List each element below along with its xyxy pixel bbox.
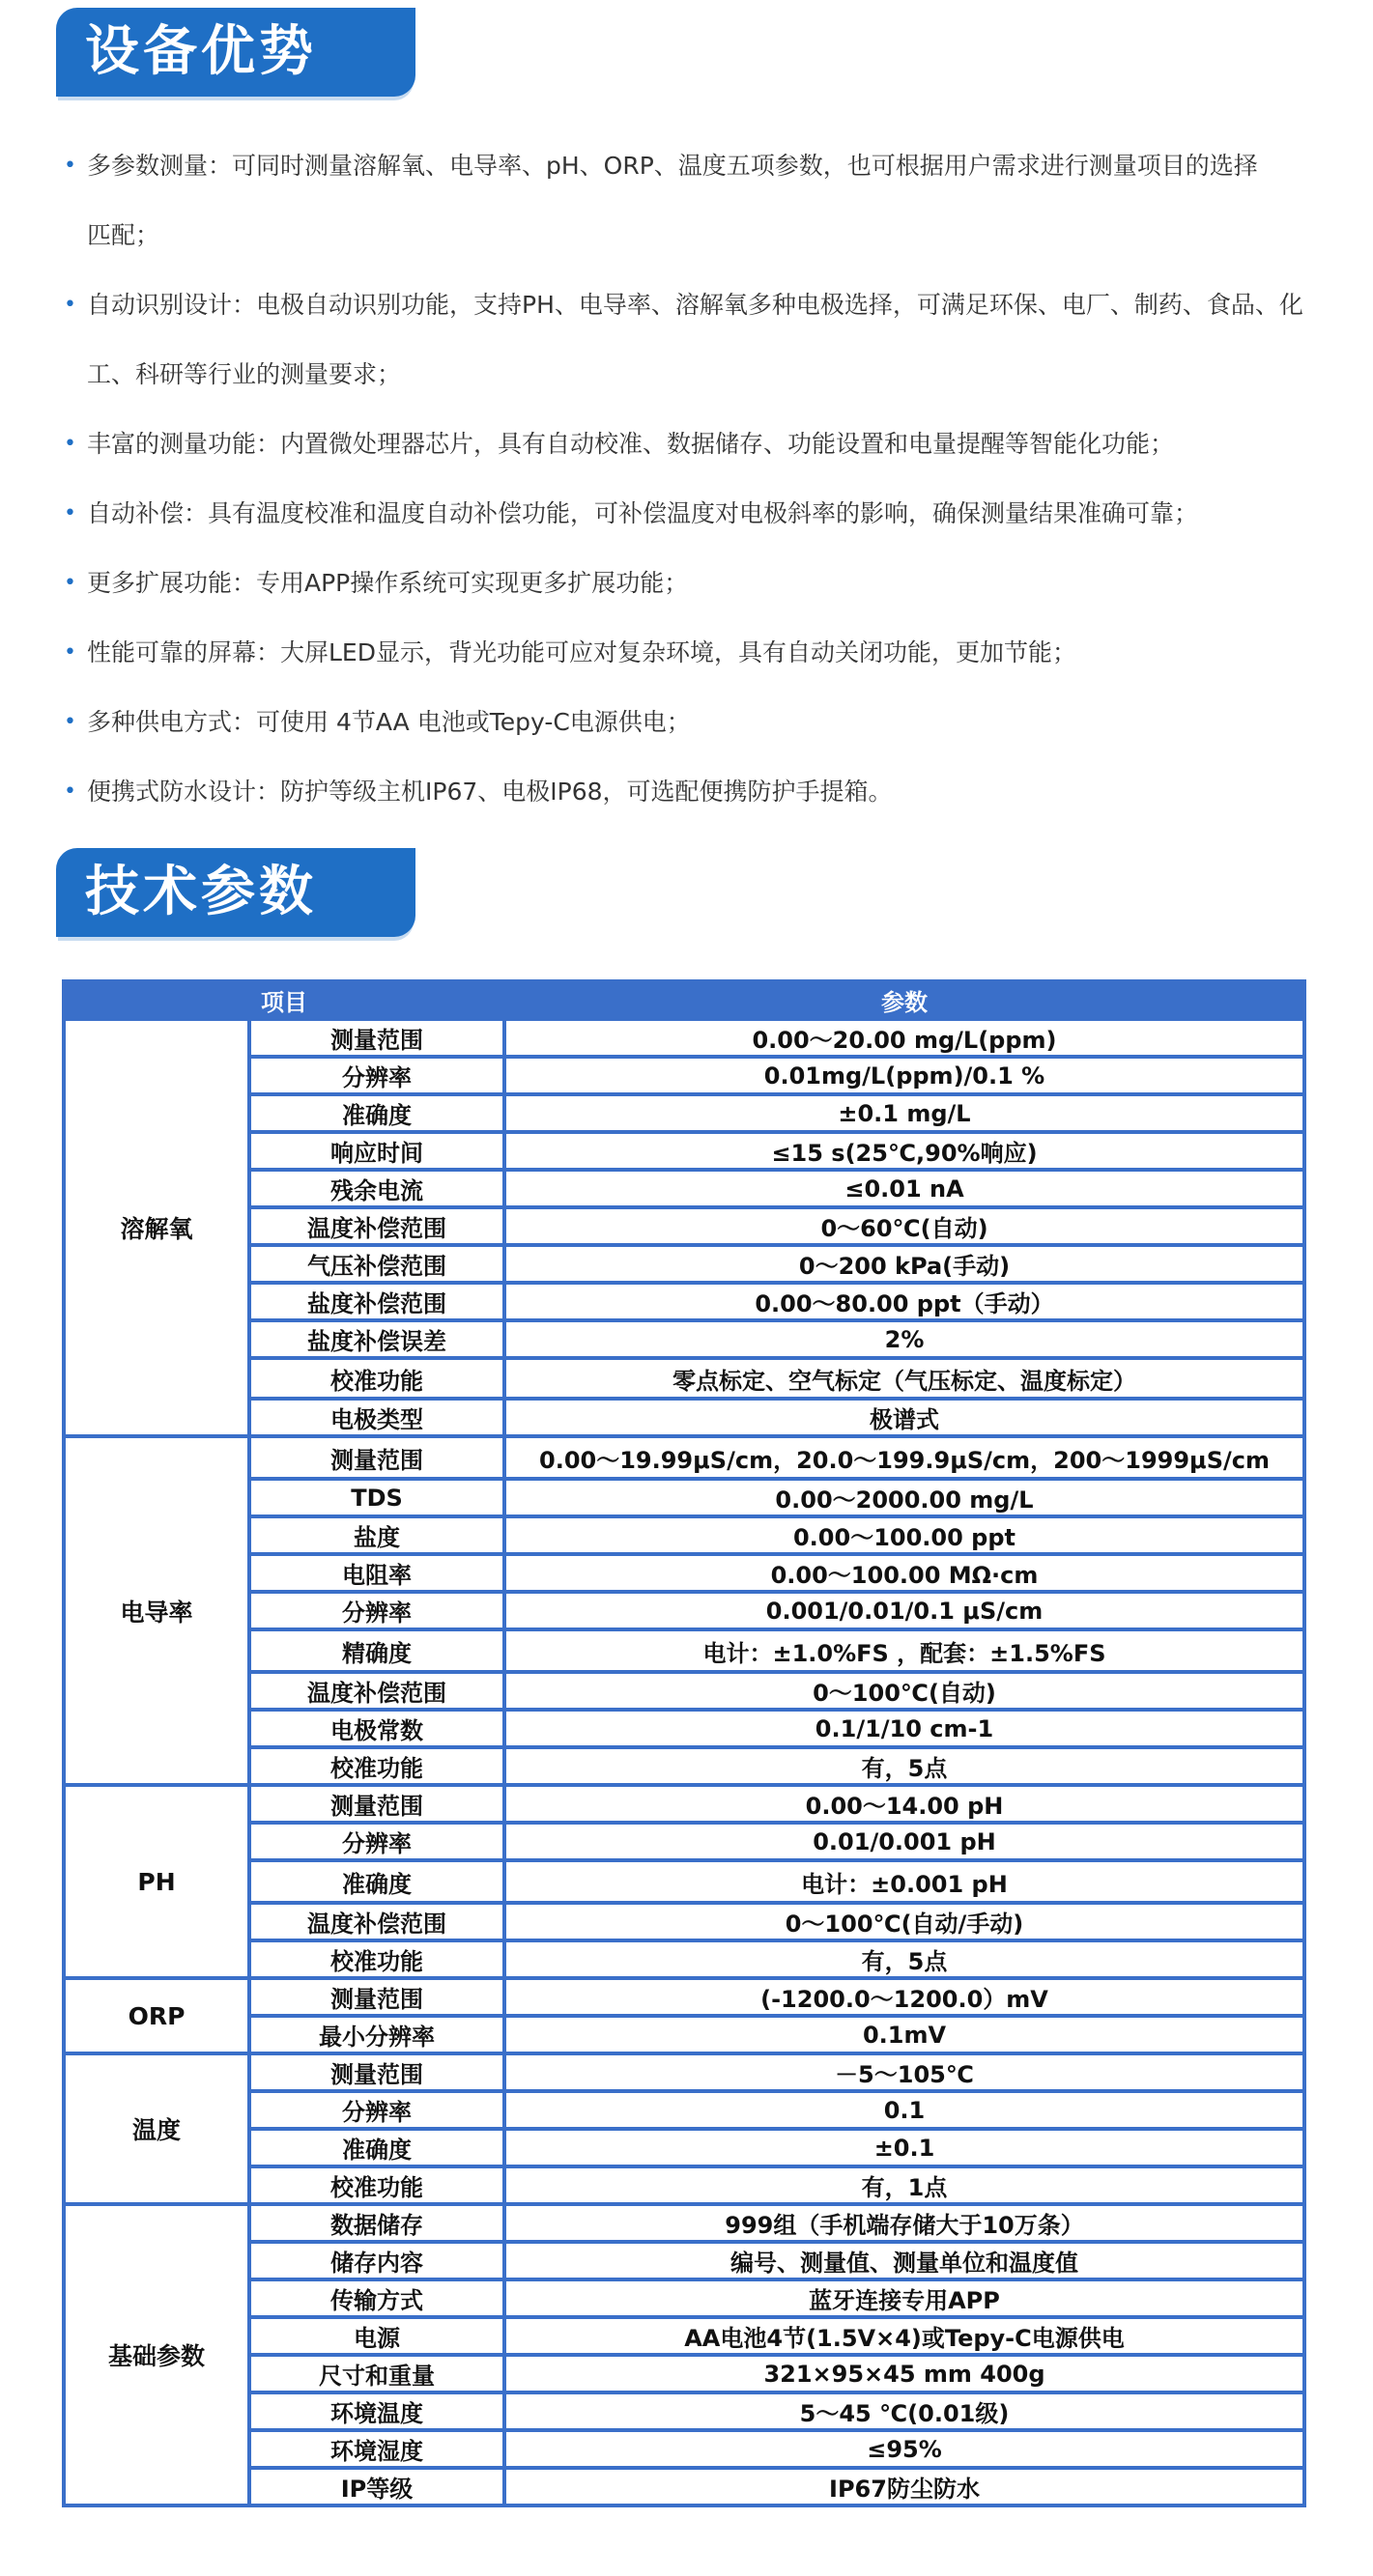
param-name: 盐度 xyxy=(249,1516,504,1554)
param-value: 电计：±0.001 pH xyxy=(504,1860,1304,1903)
group-label: 电导率 xyxy=(64,1436,249,1785)
param-value: 0.00～14.00 pH xyxy=(504,1785,1304,1823)
table-row xyxy=(64,1320,1304,1358)
advantage-item xyxy=(60,757,1316,827)
bullet-icon: • xyxy=(64,710,76,734)
param-name: 盐度补偿误差 xyxy=(249,1320,504,1358)
param-value: 2% xyxy=(504,1320,1304,1358)
table-row xyxy=(64,1283,1304,1320)
param-value: 有，1点 xyxy=(504,2166,1304,2204)
param-value: 0～200 kPa(手动) xyxy=(504,1245,1304,1283)
param-value: 999组（手机端存储大于10万条） xyxy=(504,2204,1304,2242)
table-row xyxy=(64,1823,1304,1860)
param-name: 分辨率 xyxy=(249,2091,504,2129)
bullet-icon: • xyxy=(64,779,76,804)
advantage-text: 丰富的测量功能：内置微处理器芯片，具有自动校准、数据储存、功能设置和电量提醒等智能化功能； xyxy=(87,430,1175,458)
table-row xyxy=(64,1978,1304,2016)
param-value: 0.1mV xyxy=(504,2016,1304,2053)
table-row xyxy=(64,1019,1304,1057)
table-row xyxy=(64,2317,1304,2355)
table-row xyxy=(64,1672,1304,1710)
advantage-text: 多参数测量：可同时测量溶解氧、电导率、pH、ORP、温度五项参数，也可根据用户需求进行测量项目的选择 xyxy=(87,152,1258,180)
table-row xyxy=(64,2242,1304,2279)
param-value: 0.00～20.00 mg/L(ppm) xyxy=(504,1019,1304,1057)
table-row xyxy=(64,1710,1304,1747)
param-name: 环境温度 xyxy=(249,2392,504,2430)
param-name: 电极常数 xyxy=(249,1710,504,1747)
advantage-item xyxy=(60,618,1316,688)
table-row xyxy=(64,1516,1304,1554)
param-name: 准确度 xyxy=(249,1094,504,1132)
param-name: IP等级 xyxy=(249,2468,504,2505)
param-name: 数据储存 xyxy=(249,2204,504,2242)
table-header-row xyxy=(64,981,1304,1019)
table-row xyxy=(64,1207,1304,1245)
param-name: 分辨率 xyxy=(249,1592,504,1629)
param-name: 校准功能 xyxy=(249,1940,504,1978)
param-value: 0.1/1/10 cm-1 xyxy=(504,1710,1304,1747)
param-name: 校准功能 xyxy=(249,2166,504,2204)
param-value: 0.00～80.00 ppt（手动） xyxy=(504,1283,1304,1320)
param-name: 环境湿度 xyxy=(249,2430,504,2468)
param-name: 电极类型 xyxy=(249,1399,504,1436)
advantage-text: 自动补偿：具有温度校准和温度自动补偿功能，可补偿温度对电极斜率的影响，确保测量结果准确可靠； xyxy=(87,499,1199,527)
param-value: ±0.1 mg/L xyxy=(504,1094,1304,1132)
advantage-text: 多种供电方式：可使用 4节AA 电池或Tepy-C电源供电； xyxy=(87,708,691,736)
param-name: 分辨率 xyxy=(249,1823,504,1860)
param-value: 有，5点 xyxy=(504,1940,1304,1978)
table-row xyxy=(64,1399,1304,1436)
advantage-item xyxy=(60,479,1316,549)
param-name: 传输方式 xyxy=(249,2279,504,2317)
param-value: 0.01mg/L(ppm)/0.1 % xyxy=(504,1057,1304,1094)
param-name: 校准功能 xyxy=(249,1747,504,1785)
param-name: 测量范围 xyxy=(249,1019,504,1057)
table-row xyxy=(64,2091,1304,2129)
bullet-icon: • xyxy=(64,432,76,456)
param-name: 分辨率 xyxy=(249,1057,504,1094)
param-name: 电阻率 xyxy=(249,1554,504,1592)
param-value: 0.001/0.01/0.1 μS/cm xyxy=(504,1592,1304,1629)
advantage-text: 匹配； xyxy=(87,221,160,249)
section-title-specs: 技术参数 xyxy=(56,848,415,937)
advantage-text: 性能可靠的屏幕：大屏LED显示，背光功能可应对复杂环境，具有自动关闭功能，更加节能； xyxy=(87,638,1076,666)
param-name: 精确度 xyxy=(249,1629,504,1672)
table-row xyxy=(64,1554,1304,1592)
table-row xyxy=(64,1057,1304,1094)
table-row xyxy=(64,2129,1304,2166)
param-name: 温度补偿范围 xyxy=(249,1672,504,1710)
table-row xyxy=(64,1747,1304,1785)
param-name: 气压补偿范围 xyxy=(249,1245,504,1283)
param-name: 温度补偿范围 xyxy=(249,1903,504,1940)
table-row xyxy=(64,2279,1304,2317)
table-row xyxy=(64,1094,1304,1132)
bullet-icon: • xyxy=(64,154,76,178)
table-row xyxy=(64,2468,1304,2505)
advantages-list xyxy=(60,131,1316,827)
param-value: 有，5点 xyxy=(504,1747,1304,1785)
param-name: 尺寸和重量 xyxy=(249,2355,504,2392)
param-value: 极谱式 xyxy=(504,1399,1304,1436)
advantage-text: 更多扩展功能：专用APP操作系统可实现更多扩展功能； xyxy=(87,569,689,597)
table-row xyxy=(64,1592,1304,1629)
param-name: 测量范围 xyxy=(249,1785,504,1823)
param-name: 响应时间 xyxy=(249,1132,504,1170)
param-name: 测量范围 xyxy=(249,1436,504,1479)
advantage-text: 便携式防水设计：防护等级主机IP67、电极IP68，可选配便携防护手提箱。 xyxy=(87,778,893,806)
param-name: 残余电流 xyxy=(249,1170,504,1207)
table-row xyxy=(64,1903,1304,1940)
param-name: 测量范围 xyxy=(249,2053,504,2091)
advantage-item xyxy=(60,688,1316,757)
table-row xyxy=(64,2355,1304,2392)
advantage-item xyxy=(60,549,1316,618)
table-row xyxy=(64,2430,1304,2468)
table-row xyxy=(64,1170,1304,1207)
table-row xyxy=(64,1785,1304,1823)
param-name: 测量范围 xyxy=(249,1978,504,2016)
param-name: TDS xyxy=(249,1479,504,1516)
param-value: ≤95% xyxy=(504,2430,1304,2468)
table-row xyxy=(64,1132,1304,1170)
advantage-item xyxy=(60,270,1316,340)
param-value: 0～100℃(自动/手动) xyxy=(504,1903,1304,1940)
param-value: 0.00～100.00 ppt xyxy=(504,1516,1304,1554)
table-row xyxy=(64,1940,1304,1978)
bullet-icon: • xyxy=(64,640,76,665)
group-label: PH xyxy=(64,1785,249,1978)
param-value: ≤0.01 nA xyxy=(504,1170,1304,1207)
param-value: 0.00～2000.00 mg/L xyxy=(504,1479,1304,1516)
header-item: 项目 xyxy=(64,981,504,1019)
advantage-item xyxy=(60,201,1316,270)
param-name: 准确度 xyxy=(249,1860,504,1903)
param-value: 321×95×45 mm 400g xyxy=(504,2355,1304,2392)
bullet-icon: • xyxy=(64,501,76,525)
group-label: 基础参数 xyxy=(64,2204,249,2505)
param-name: 准确度 xyxy=(249,2129,504,2166)
table-row xyxy=(64,2392,1304,2430)
group-label: 溶解氧 xyxy=(64,1019,249,1436)
param-value: IP67防尘防水 xyxy=(504,2468,1304,2505)
advantage-item xyxy=(60,131,1316,201)
param-value: 蓝牙连接专用APP xyxy=(504,2279,1304,2317)
param-value: ±0.1 xyxy=(504,2129,1304,2166)
param-value: 0～60℃(自动) xyxy=(504,1207,1304,1245)
bullet-icon: • xyxy=(64,571,76,595)
table-row xyxy=(64,1358,1304,1399)
advantage-text: 工、科研等行业的测量要求； xyxy=(87,360,402,388)
param-value: (-1200.0～1200.0）mV xyxy=(504,1978,1304,2016)
param-value: 0.00～100.00 MΩ·cm xyxy=(504,1554,1304,1592)
param-value: ≤15 s(25℃,90%响应) xyxy=(504,1132,1304,1170)
group-label: ORP xyxy=(64,1978,249,2053)
param-name: 最小分辨率 xyxy=(249,2016,504,2053)
table-row xyxy=(64,2053,1304,2091)
param-value: 5～45 ℃(0.01级) xyxy=(504,2392,1304,2430)
param-value: －5～105℃ xyxy=(504,2053,1304,2091)
advantage-item xyxy=(60,410,1316,479)
bullet-icon: • xyxy=(64,293,76,317)
advantage-text: 自动识别设计：电极自动识别功能，支持PH、电导率、溶解氧多种电极选择，可满足环保、电厂、制药、食品、化 xyxy=(87,291,1303,319)
group-label: 温度 xyxy=(64,2053,249,2204)
param-value: 电计：±1.0%FS ，配套：±1.5%FS xyxy=(504,1629,1304,1672)
param-value: 0～100℃(自动) xyxy=(504,1672,1304,1710)
table-row xyxy=(64,1629,1304,1672)
table-row xyxy=(64,1436,1304,1479)
param-name: 储存内容 xyxy=(249,2242,504,2279)
param-name: 盐度补偿范围 xyxy=(249,1283,504,1320)
advantage-item xyxy=(60,340,1316,410)
table-row xyxy=(64,2016,1304,2053)
spec-table-body xyxy=(64,1019,1304,2505)
param-name: 电源 xyxy=(249,2317,504,2355)
param-value: 0.1 xyxy=(504,2091,1304,2129)
param-value: AA电池4节(1.5V×4)或Tepy-C电源供电 xyxy=(504,2317,1304,2355)
table-row xyxy=(64,2204,1304,2242)
param-name: 温度补偿范围 xyxy=(249,1207,504,1245)
param-value: 0.01/0.001 pH xyxy=(504,1823,1304,1860)
param-value: 零点标定、空气标定（气压标定、温度标定） xyxy=(504,1358,1304,1399)
table-row xyxy=(64,1245,1304,1283)
table-row xyxy=(64,2166,1304,2204)
param-value: 0.00～19.99μS/cm，20.0～199.9μS/cm，200～1999μS/cm xyxy=(504,1436,1304,1479)
spec-table xyxy=(62,979,1306,2507)
param-value: 编号、测量值、测量单位和温度值 xyxy=(504,2242,1304,2279)
param-name: 校准功能 xyxy=(249,1358,504,1399)
section-title-advantages: 设备优势 xyxy=(56,8,415,97)
table-row xyxy=(64,1479,1304,1516)
header-param: 参数 xyxy=(504,981,1304,1019)
table-row xyxy=(64,1860,1304,1903)
